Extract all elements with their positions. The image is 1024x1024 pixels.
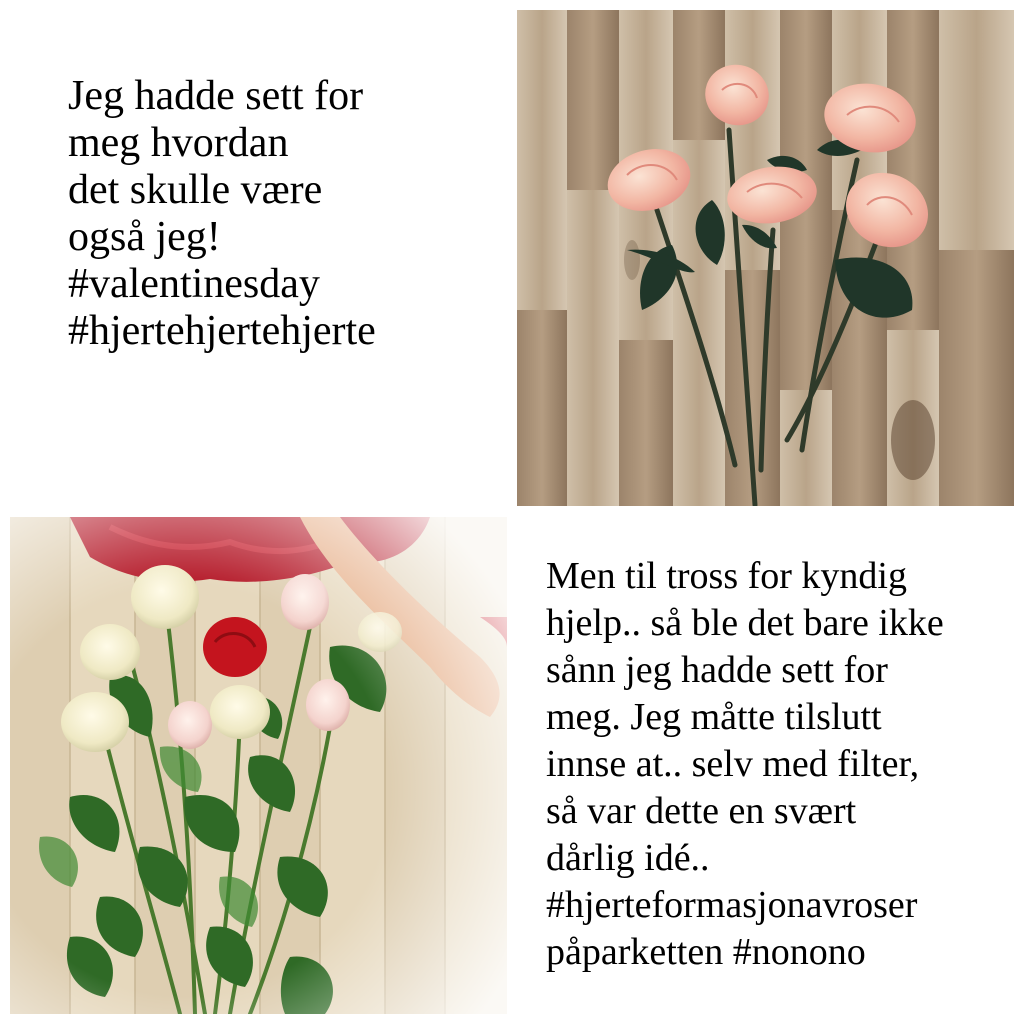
caption-line: innse at.. selv med filter,: [546, 743, 920, 785]
caption-line: meg hvordan: [68, 120, 289, 166]
caption-line: også jeg!: [68, 214, 221, 260]
caption-line: så var dette en svært: [546, 790, 857, 832]
roses-on-parquet-photo: [517, 10, 1014, 506]
rose-bouquet-photo: [10, 517, 507, 1014]
hashtag: #hjerteformasjonavroser: [546, 884, 918, 926]
caption-line: sånn jeg hadde sett for: [546, 649, 888, 691]
caption-line: Men til tross for kyndig: [546, 555, 907, 597]
caption-line: Jeg hadde sett for: [68, 73, 364, 119]
roses-on-parquet-illustration: [517, 10, 1014, 506]
rose-bouquet-illustration: [10, 517, 507, 1014]
hashtag: #valentinesday: [68, 261, 320, 307]
caption-line: hjelp.. så ble det bare ikke: [546, 602, 944, 644]
bottom-right-caption: [546, 553, 944, 976]
hashtag: påparketten #nonono: [546, 931, 866, 973]
caption-line: dårlig idé..: [546, 837, 710, 879]
caption-line: meg. Jeg måtte tilslutt: [546, 696, 882, 738]
hashtag: #hjertehjertehjerte: [68, 308, 376, 354]
top-left-caption: [68, 73, 376, 355]
caption-line: det skulle være: [68, 167, 323, 213]
